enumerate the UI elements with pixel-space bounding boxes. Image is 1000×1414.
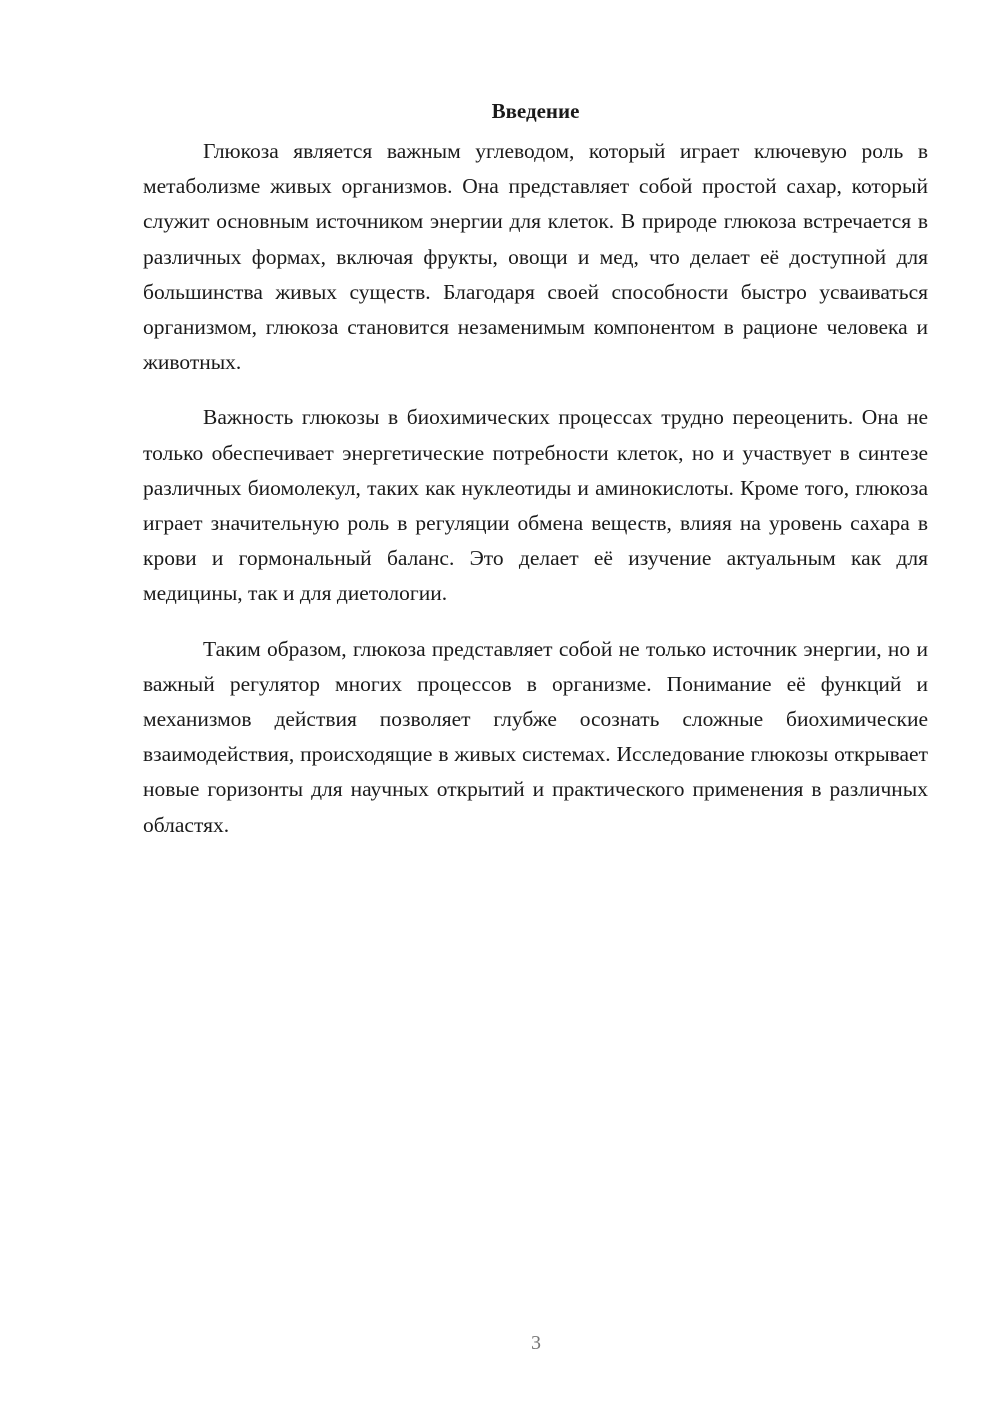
paragraph-3: Таким образом, глюкоза представляет собой не только источник энергии, но и важный регулятор многих процессов в организме. Понимание её функций и механизмов действия позволяет глубже осознать сложные биохимические взаимодействия, происходящие в живых системах. Исследование глюкозы открывает новые горизонты для научных открытий и практического применения в различных областях. <box>143 636 928 837</box>
page-content <box>143 96 928 863</box>
paragraph-2: Важность глюкозы в биохимических процессах трудно переоценить. Она не только обеспечивает энергетические потребности клеток, но и участвует в синтезе различных биомолекул, таких как нуклеотиды и аминокислоты. Кроме того, глюкоза играет значительную роль в регуляции обмена веществ, влияя на уровень сахара в крови и гормональный баланс. Это делает её изучение актуальным как для медицины, так и для диетологии. <box>143 405 928 606</box>
section-title: Введение <box>491 99 580 123</box>
paragraph-1: Глюкоза является важным углеводом, который играет ключевую роль в метаболизме живых организмов. Она представляет собой простой сахар, который служит основным источником энергии для клеток. В природе глюкоза встречается в различных формах, включая фрукты, овощи и мед, что делает её доступной для большинства живых существ. Благодаря своей способности быстро усваиваться организмом, глюкоза становится незаменимым компонентом в рационе человека и животных. <box>143 139 928 375</box>
page-number: 3 <box>531 1332 541 1354</box>
